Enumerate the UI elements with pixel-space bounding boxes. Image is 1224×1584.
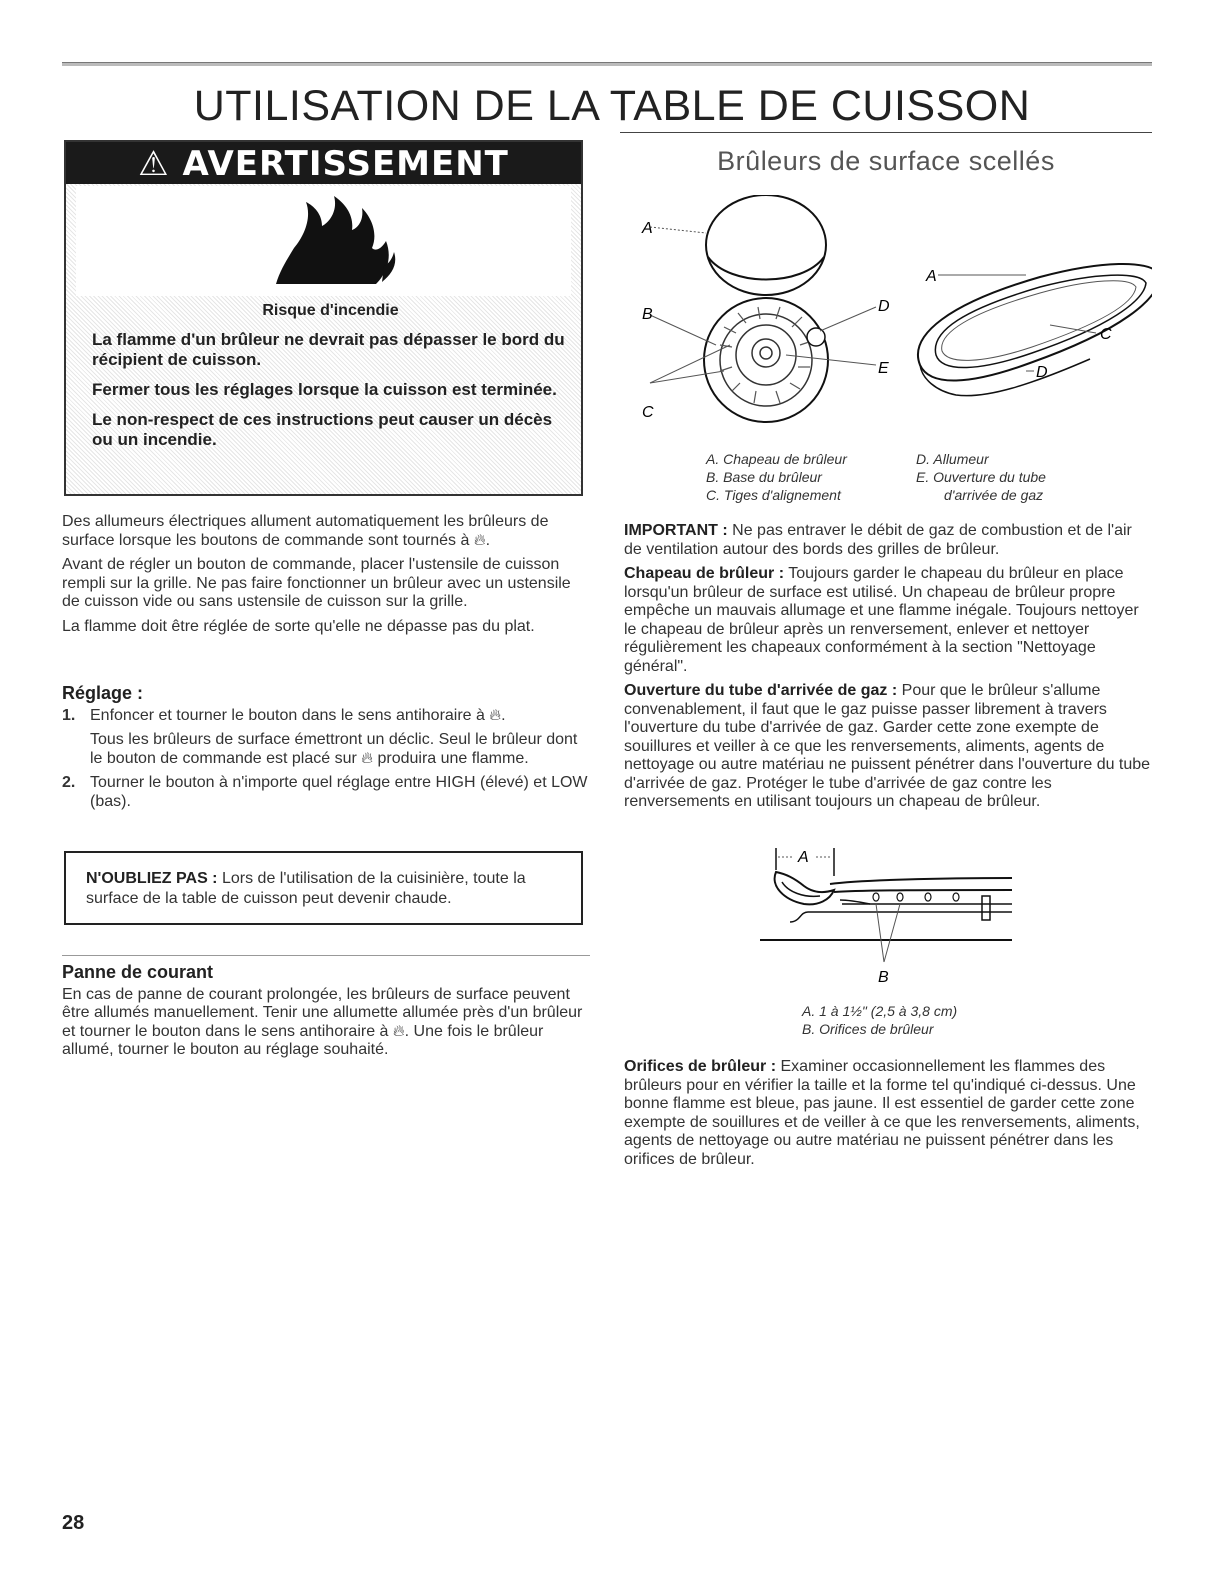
reglage-step-1: 1. Enfoncer et tourner le bouton dans le sens antihoraire à 🔥︎. Tous les brûleurs de surface émettront un déclic. Seul le brûleur dont le bouton de commande est placé sur 🔥︎ produira une flamme.: [62, 707, 590, 769]
intro-paragraph-1: Des allumeurs électriques allument automatiquement les brûleurs de surface lorsque les boutons de commande sont tournés à 🔥︎.: [62, 513, 549, 549]
fire-icon: [76, 186, 575, 296]
intro-text: [62, 513, 590, 642]
page-title: UTILISATION DE LA TABLE DE CUISSON: [193, 82, 1031, 130]
warning-triangle-icon: ⚠: [138, 144, 170, 184]
flame-position-icon: 🔥︎: [473, 531, 486, 549]
section-divider: [62, 955, 590, 956]
important-paragraph: IMPORTANT : Ne pas entraver le débit de gaz de combustion et de l'air de ventilation autour des bords des grilles de brûleur.: [624, 522, 1132, 558]
warning-box: [64, 140, 583, 496]
flame-label-a: A: [798, 849, 809, 866]
orifices-section: [624, 1058, 1152, 1175]
flame-position-icon: 🔥︎: [392, 1022, 405, 1040]
page-number: 28: [62, 1512, 85, 1534]
reglage-step-1-detail: Tous les brûleurs de surface émettront un déclic. Seul le brûleur dont le bouton de commande est placé sur 🔥︎ produira une flamme.: [90, 731, 578, 767]
panne-heading: Panne de courant: [62, 962, 214, 982]
reglage-step-2: 2. Tourner le bouton à n'importe quel réglage entre HIGH (élevé) et LOW (bas).: [62, 774, 588, 810]
warning-line-3: Le non-respect de ces instructions peut causer un décès ou un incendie.: [92, 410, 553, 449]
tube-paragraph: Ouverture du tube d'arrivée de gaz : Pour que le brûleur s'allume convenablement, il faut que le gaz puisse passer librement à travers l'ouverture du tube d'arrivée de gaz. Garder cette zone exempte de souillures et veiller à ce que les renversements, aliments, agents de nettoyage ou autre matériau ne puissent pénétrer dans l'ouverture du tube d'arrivée de gaz. Protéger le tube d'arrivée de gaz contre les renversements en utilisant toujours un chapeau de brûleur.: [624, 682, 1151, 810]
oval-burner: [918, 264, 1152, 396]
flame-position-icon: 🔥︎: [361, 749, 374, 767]
reminder-text: Lors de l'utilisation de la cuisinière, toute la surface de la table de cuisson peut devenir chaude.: [86, 870, 526, 907]
warning-icon-area: [76, 186, 571, 296]
oval-label-a: A: [926, 268, 937, 285]
fig-label-b: B: [642, 306, 653, 323]
intro-paragraph-3: La flamme doit être réglée de sorte qu'elle ne dépasse pas du plat.: [62, 617, 535, 635]
fig-label-c: C: [642, 404, 654, 421]
oval-label-d: D: [1036, 364, 1048, 381]
flame-position-icon: 🔥︎: [489, 706, 502, 724]
warning-risk: Risque d'incendie: [262, 302, 399, 319]
warning-line-2: Fermer tous les réglages lorsque la cuisson est terminée.: [92, 380, 557, 399]
burner-captions-right: D. Allumeur E. Ouverture du tube d'arrivée de gaz: [916, 451, 1046, 503]
burner-base: [704, 298, 828, 422]
burner-text: [624, 522, 1152, 818]
reminder-label: N'OUBLIEZ PAS :: [86, 870, 218, 887]
burner-diagram: [620, 195, 1152, 445]
flame-height-diagram: [760, 842, 1020, 992]
top-rule: [62, 62, 1152, 66]
warning-header: [66, 142, 581, 184]
reglage-heading: Réglage :: [62, 683, 144, 703]
flame-label-b: B: [878, 969, 889, 986]
oval-label-c: C: [1100, 326, 1112, 343]
fig-label-a: A: [642, 220, 653, 237]
reglage-section: [62, 684, 590, 817]
fig-label-d: D: [878, 298, 890, 315]
burners-subtitle: Brûleurs de surface scellés: [717, 146, 1055, 176]
reminder-box: [64, 851, 583, 925]
panne-text: En cas de panne de courant prolongée, les brûleurs de surface peuvent être allumés manuellement. Tenir une allumette allumée près d'un brûleur et tourner le bouton dans le sens antihoraire à 🔥︎. Une fois le brûleur allumé, tourner le bouton au réglage souhaité.: [62, 985, 583, 1058]
panne-section: [62, 963, 590, 1066]
flame-captions: A. 1 à 1½" (2,5 à 3,8 cm) B. Orifices de brûleur: [802, 1003, 958, 1037]
burner-captions-left: A. Chapeau de brûleur B. Base du brûleur C. Tiges d'alignement: [706, 451, 847, 503]
right-column-rule: [620, 132, 1152, 133]
orifices-paragraph: Orifices de brûleur : Examiner occasionnellement les flammes des brûleurs pour en vérifier la taille et la forme tel qu'indiqué ci-dessus. Une bonne flamme est bleue, pas jaune. Il est essentiel de garder cette zone exempte de souillures et de veiller à ce que les renversements, aliments, agents de nettoyage ou autre matériau ne puissent pénétrer dans les orifices de brûleur.: [624, 1058, 1140, 1168]
warning-text: [78, 302, 569, 484]
cap-paragraph: Chapeau de brûleur : Toujours garder le chapeau du brûleur en place lorsqu'un brûleur de surface est utilisé. Un chapeau de brûleur propre empêche un mauvais allumage et une flamme inégale. Toujours nettoyer le chapeau de brûleur après un renversement, enlever et nettoyer régulièrement les chapeaux conformément à la section "Nettoyage général".: [624, 565, 1139, 675]
warning-title: AVERTISSEMENT: [182, 144, 509, 184]
intro-paragraph-2: Avant de régler un bouton de commande, placer l'ustensile de cuisson rempli sur la grille. Ne pas faire fonctionner un brûleur avec un ustensile de cuisson vide ou sans ustensile de cuisson sur la grille.: [62, 556, 571, 610]
fig-label-e: E: [878, 360, 889, 377]
warning-line-1: La flamme d'un brûleur ne devrait pas dépasser le bord du récipient de cuisson.: [92, 330, 565, 369]
